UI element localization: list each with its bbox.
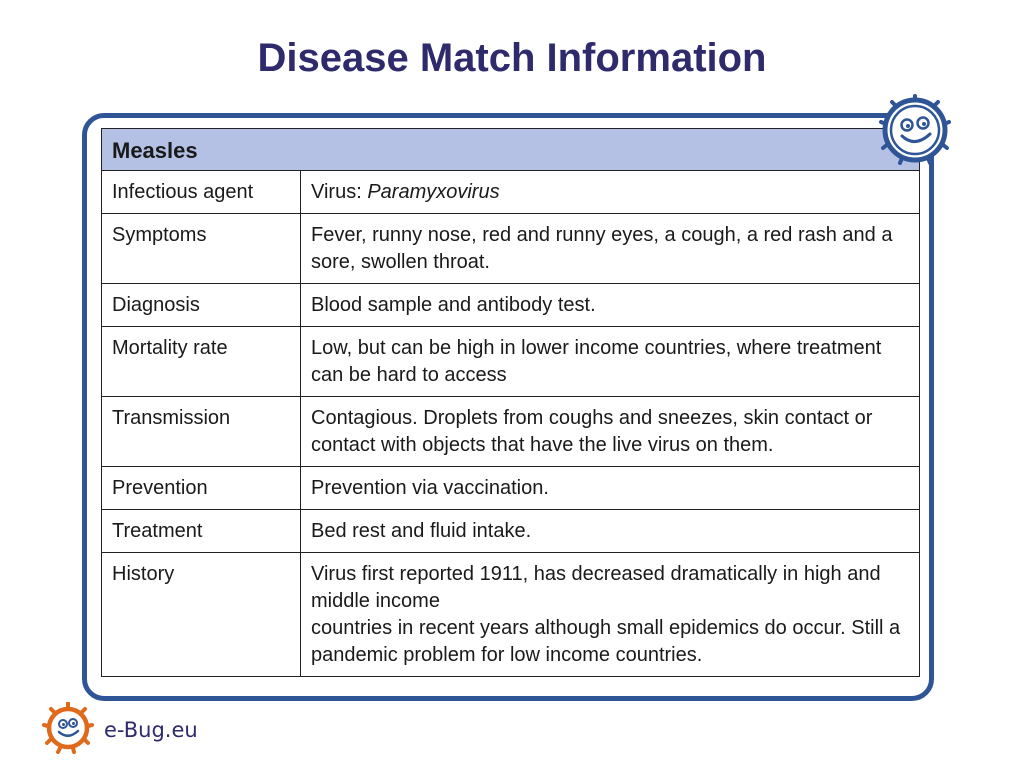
row-value: Low, but can be high in lower income countries, where treatment can be hard to access [301, 327, 920, 397]
table-row [102, 284, 920, 327]
row-value-line: countries in recent years although small epidemics do occur. Still a pandemic problem for low income countries. [311, 617, 901, 666]
table-row [102, 467, 920, 510]
row-label: Transmission [102, 397, 301, 467]
ebug-logo-icon [42, 702, 94, 754]
ebug-mascot-icon [874, 94, 956, 166]
table-row [102, 171, 920, 214]
row-label: Prevention [102, 467, 301, 510]
row-value-italic: Paramyxovirus [367, 181, 500, 203]
row-value [301, 553, 920, 677]
table-row [102, 397, 920, 467]
table-header-row [102, 129, 920, 171]
row-value: Fever, runny nose, red and runny eyes, a cough, a red rash and a sore, swollen throat. [301, 214, 920, 284]
disease-table-container [101, 128, 919, 677]
row-value: Prevention via vaccination. [301, 467, 920, 510]
table-row [102, 510, 920, 553]
row-label: History [102, 553, 301, 677]
row-label: Symptoms [102, 214, 301, 284]
disease-table [101, 128, 920, 677]
row-value: Contagious. Droplets from coughs and sneezes, skin contact or contact with objects that have the live virus on them. [301, 397, 920, 467]
row-value-line: Virus first reported 1911, has decreased dramatically in high and middle income [311, 563, 881, 612]
row-value: Bed rest and fluid intake. [301, 510, 920, 553]
table-row [102, 214, 920, 284]
row-value: Blood sample and antibody test. [301, 284, 920, 327]
table-row [102, 327, 920, 397]
row-label: Mortality rate [102, 327, 301, 397]
page-title: Disease Match Information [257, 36, 767, 80]
disease-heading: Measles [102, 129, 920, 171]
row-label: Infectious agent [102, 171, 301, 214]
footer-site-link[interactable]: e-Bug.eu [104, 718, 198, 742]
row-label: Treatment [102, 510, 301, 553]
table-row [102, 553, 920, 677]
row-value [301, 171, 920, 214]
row-label: Diagnosis [102, 284, 301, 327]
row-value-text: Virus: [311, 181, 368, 203]
